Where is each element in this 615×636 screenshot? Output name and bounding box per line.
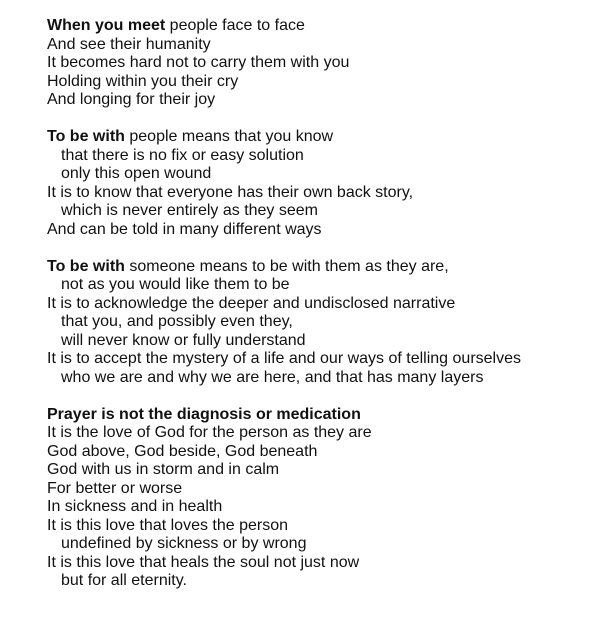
poem-line: It is to acknowledge the deeper and undisclosed narrative [47, 294, 456, 312]
poem-line: For better or worse [47, 479, 183, 497]
line-text: someone means to be with them as they are, [124, 257, 449, 275]
bold-lead: Prayer is not the diagnosis or medication [47, 405, 361, 423]
poem-line: It is to accept the mystery of a life and our ways of telling ourselves [47, 350, 521, 367]
poem-line: God above, God beside, God beneath [47, 442, 318, 460]
poem-line [47, 17, 607, 36]
stanza-4 [47, 406, 607, 591]
poem-line-indented: but for all eternity. [61, 572, 187, 589]
poem-line-indented: not as you would like them to be [61, 276, 290, 293]
poem-line: And see their humanity [47, 35, 211, 53]
poem-line: God with us in storm and in calm [47, 461, 280, 478]
poem-line-indented: only this open wound [61, 165, 212, 182]
bold-lead: To be with [47, 128, 125, 145]
bold-lead: When you meet [47, 17, 166, 34]
poem-line-indented: undefined by sickness or by wrong [61, 535, 307, 552]
line-text: people means that you know [124, 128, 334, 145]
stanza-2 [47, 128, 607, 239]
poem-line: It is the love of God for the person as they are [47, 424, 372, 441]
poem-line: It is this love that loves the person [47, 516, 289, 534]
poem-line-indented: that there is no fix or easy solution [61, 146, 304, 164]
poem-line-indented: that you, and possibly even they, [61, 313, 293, 330]
poem-line: It becomes hard not to carry them with you [47, 54, 350, 71]
line-text: people face to face [165, 17, 305, 34]
stanza-1 [47, 17, 607, 110]
poem-line [47, 258, 607, 277]
poem-line: Holding within you their cry [47, 72, 239, 90]
poem-line: It is to know that everyone has their own back story, [47, 183, 414, 201]
poem-line: In sickness and in health [47, 498, 223, 515]
poem-line-indented: who we are and why we are here, and that has many layers [61, 368, 484, 386]
poem-line: And longing for their joy [47, 91, 216, 108]
poem-line [47, 128, 607, 147]
poem [47, 17, 607, 609]
stanza-3 [47, 258, 607, 388]
poem-line-indented: which is never entirely as they seem [61, 202, 318, 219]
poem-line: It is this love that heals the soul not just now [47, 553, 360, 571]
poem-line-indented: will never know or fully understand [61, 331, 306, 349]
poem-line: And can be told in many different ways [47, 220, 322, 238]
bold-lead: To be with [47, 257, 125, 275]
poem-line [47, 406, 607, 425]
